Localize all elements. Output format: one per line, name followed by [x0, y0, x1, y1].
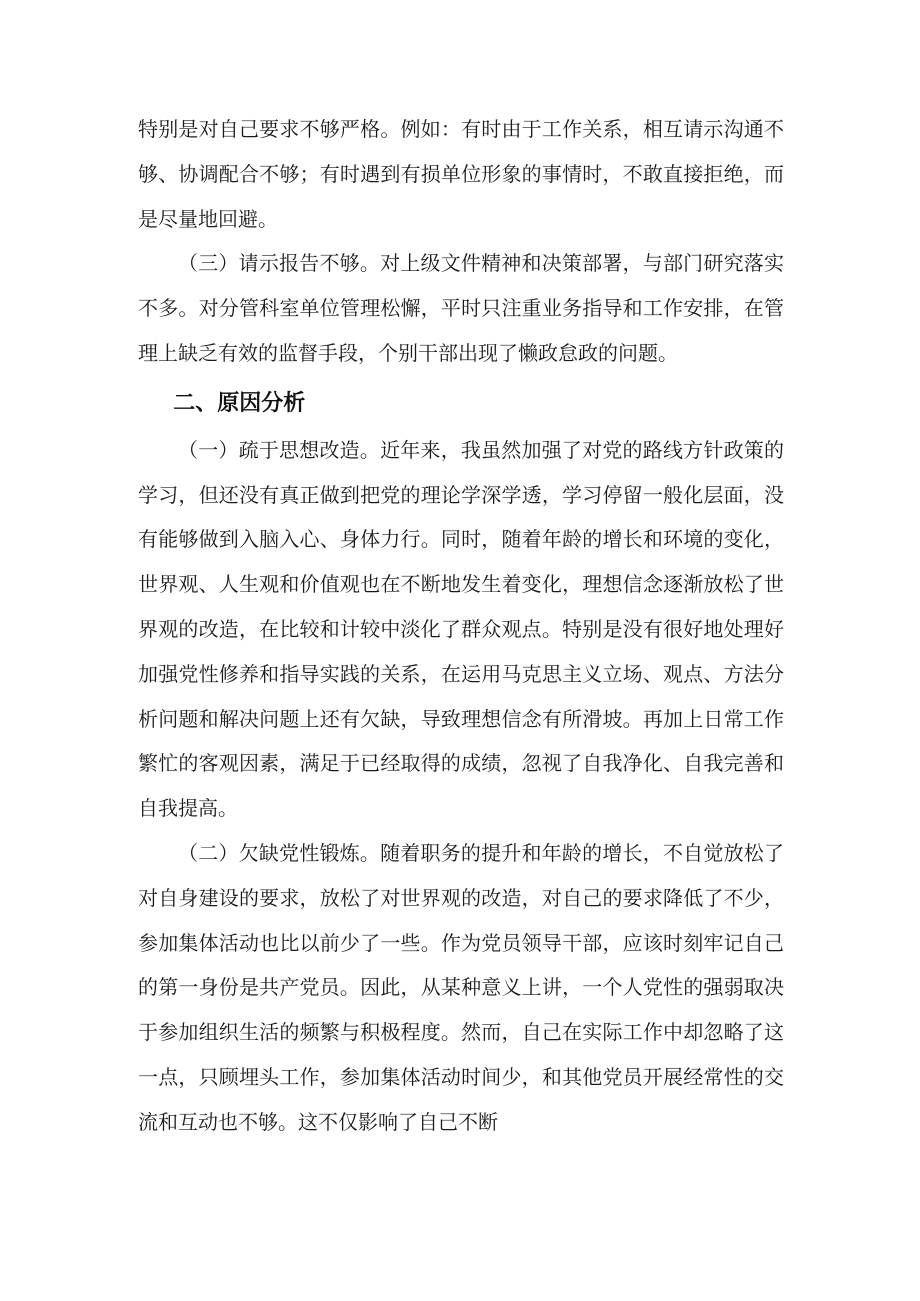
paragraph-cause-1: （一）疏于思想改造。近年来，我虽然加强了对党的路线方针政策的学习，但还没有真正做到把党的理论学深学透，学习停留一般化层面，没有能够做到入脑入心、身体力行。同时，随着年龄的增长和环境的变化，世界观、人生观和价值观也在不断地发生着变化，理想信念逐渐放松了世界观的改造，在比较和计较中淡化了群众观点。特别是没有很好地处理好加强党性修养和指导实践的关系，在运用马克思主义立场、观点、方法分析问题和解决问题上还有欠缺，导致理想信念有所滑坡。再加上日常工作繁忙的客观因素，满足于已经取得的成绩，忽视了自我净化、自我完善和自我提高。	[138, 437, 784, 821]
document-body	[138, 107, 784, 1145]
paragraph-section-3: （三）请示报告不够。对上级文件精神和决策部署，与部门研究落实不多。对分管科室单位管理松懈，平时只注重业务指导和工作安排，在管理上缺乏有效的监督手段，个别干部出现了懒政怠政的问题。	[138, 251, 784, 365]
paragraph-cause-2: （二）欠缺党性锻炼。随着职务的提升和年龄的增长，不自觉放松了对自身建设的要求，放松了对世界观的改造，对自己的要求降低了不少，参加集体活动也比以前少了一些。作为党员领导干部，应该时刻牢记自己的第一身份是共产党员。因此，从某种意义上讲，一个人党性的强弱取决于参加组织生活的频繁与积极程度。然而，自己在实际工作中却忽略了这一点，只顾埋头工作，参加集体活动时间少，和其他党员开展经常性的交流和互动也不够。这不仅影响了自己不断	[138, 840, 784, 1134]
paragraph-continuation: 特别是对自己要求不够严格。例如：有时由于工作关系，相互请示沟通不够、协调配合不够；有时遇到有损单位形象的事情时，不敢直接拒绝，而是尽量地回避。	[138, 117, 784, 231]
section-heading-cause-analysis: 二、原因分析	[173, 390, 306, 416]
